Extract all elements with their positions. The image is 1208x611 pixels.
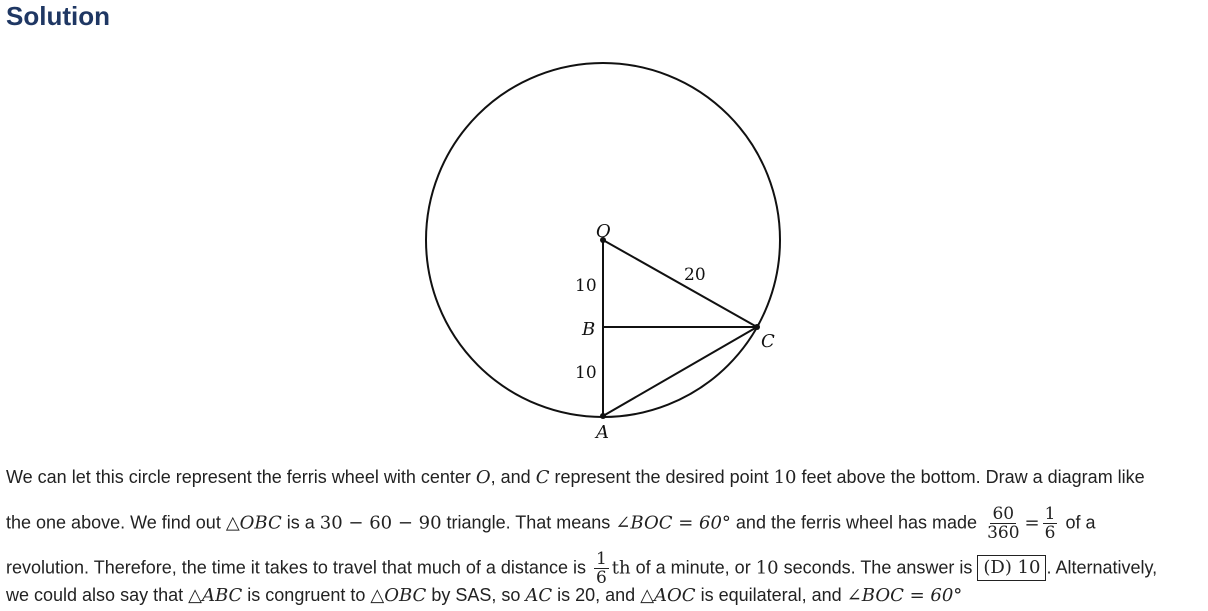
segment-AC	[603, 327, 757, 416]
label-B: B	[582, 319, 596, 340]
point-A	[600, 413, 606, 419]
solution-line-2: the one above. We find out △OBC is a 30 − 60 − 90 triangle. That means ∠BOC = 60° and the ferris wheel has made $\frac{60}{360}$ = $\frac{1}{6}$ of a	[6, 504, 1096, 543]
label-OB-length: 10	[575, 276, 597, 296]
label-OC-length: 20	[684, 265, 706, 285]
fraction-one-sixth: $\frac{1}{6}$	[595, 549, 607, 588]
point-C	[754, 324, 760, 330]
fraction-1-6: $\frac{1}{6}$	[1044, 504, 1056, 543]
solution-line-1: We can let this circle represent the ferris wheel with center O, and C represent the desired point 10 feet above the bottom. Draw a diagram like	[6, 467, 1145, 488]
answer-box: (D) 10	[977, 555, 1046, 581]
label-O: O	[596, 221, 611, 242]
label-BA-length: 10	[575, 363, 597, 383]
label-A: A	[596, 422, 609, 443]
fraction-60-360: $\frac{60}{360}$	[987, 504, 1020, 543]
segment-OC	[603, 240, 757, 327]
label-C: C	[761, 331, 775, 352]
solution-line-4: we could also say that △ABC is congruent to △OBC by SAS, so AC is 20, and △AOC is equilateral, and ∠BOC = 60°	[6, 585, 963, 606]
solution-line-3: revolution. Therefore, the time it takes to travel that much of a distance is $\frac{1}{6}$ th of a minute, or 10 seconds. The answer is (D) 10 . Alternatively,	[6, 549, 1158, 588]
solution-heading: Solution	[6, 1, 110, 31]
